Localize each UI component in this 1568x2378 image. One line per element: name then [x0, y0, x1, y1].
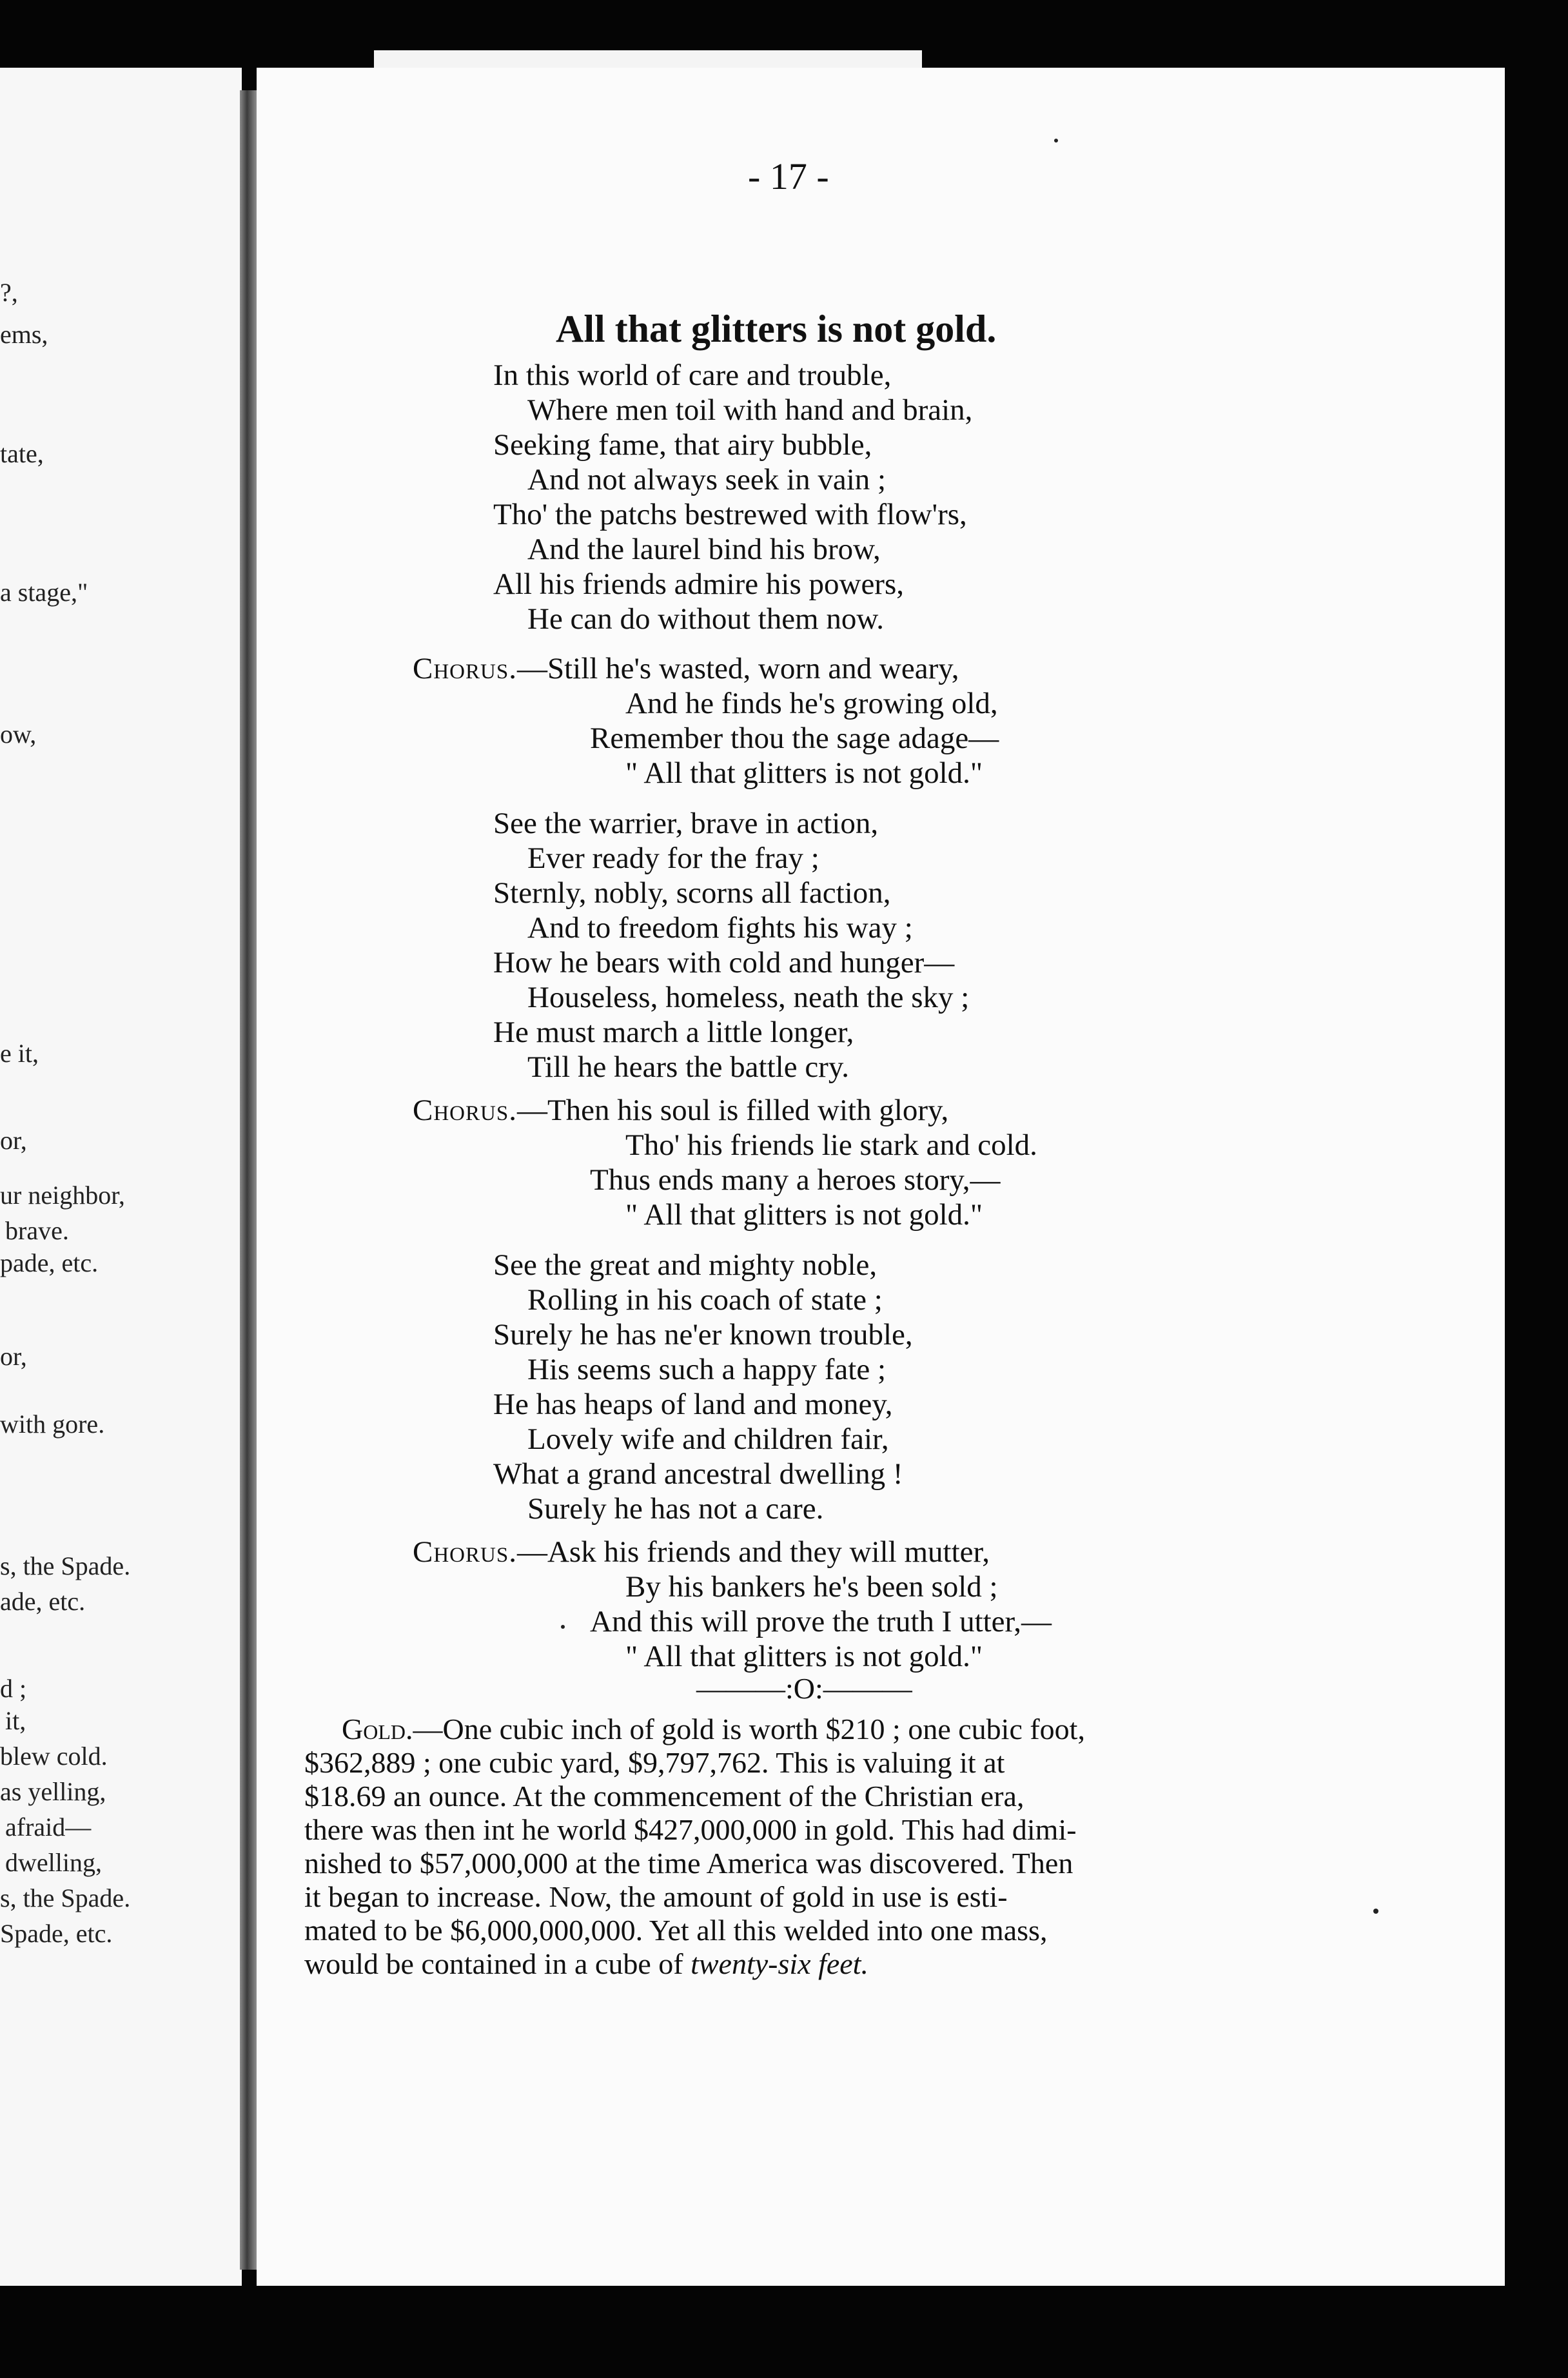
verse-line: See the great and mighty noble, [493, 1248, 877, 1282]
paper-speck [1054, 139, 1058, 142]
verse-line: He has heaps of land and money, [493, 1388, 893, 1421]
book-gutter [240, 90, 258, 2270]
chorus-line: Tho' his friends lie stark and cold. [625, 1128, 1037, 1162]
note-line: it began to increase. Now, the amount of gold in use is esti- [304, 1880, 1008, 1913]
verse-line: Surely he has ne'er known trouble, [493, 1318, 913, 1351]
chorus-line: And he finds he's growing old, [625, 687, 998, 720]
facing-page-text-fragment: ur neighbor, [0, 1181, 125, 1210]
chorus-line: Thus ends many a heroes story,— [590, 1163, 1001, 1197]
facing-page-text-fragment: s, the Spade. [0, 1551, 131, 1580]
verse-line: Surely he has not a care. [527, 1492, 824, 1526]
facing-page-text-fragment: ade, etc. [0, 1587, 86, 1616]
facing-page-text-fragment: pade, etc. [0, 1248, 99, 1277]
chorus-line [413, 1535, 990, 1569]
note-line [342, 1712, 1085, 1746]
verse-line: Sternly, nobly, scorns all faction, [493, 876, 891, 910]
verse-line: Tho' the patchs bestrewed with flow'rs, [493, 498, 967, 531]
note-line: there was then int he world $427,000,000 in gold. This had dimi- [304, 1813, 1077, 1846]
chorus-line [413, 1093, 948, 1128]
chorus-text: —Then his soul is filled with glory, [516, 1094, 949, 1127]
page-number: - 17 - [748, 155, 829, 197]
chorus-text: —Still he's wasted, worn and weary, [516, 652, 959, 685]
facing-page-text-fragment: ?, [0, 278, 18, 307]
note-text: would be contained in a cube of [304, 1947, 691, 1980]
chorus-line: Remember thou the sage adage— [590, 722, 999, 755]
verse-line: He can do without them now. [527, 602, 885, 636]
verse-line: Ever ready for the fray ; [527, 841, 819, 875]
chorus-line: By his bankers he's been sold ; [625, 1570, 998, 1604]
facing-page-text-fragment: or, [0, 1126, 27, 1155]
chorus-label: Chorus. [413, 1535, 517, 1569]
facing-page-text-fragment: s, the Spade. [0, 1883, 131, 1912]
note-line: $18.69 an ounce. At the commencement of the Christian era, [304, 1780, 1024, 1813]
note-line: $362,889 ; one cubic yard, $9,797,762. This is valuing it at [304, 1746, 1005, 1779]
verse-line: All his friends admire his powers, [493, 567, 905, 601]
chorus-label: Chorus. [413, 652, 517, 685]
verse-line: Where men toil with hand and brain, [527, 393, 973, 427]
facing-page-text-fragment: tate, [0, 439, 44, 468]
verse-line: And the laurel bind his brow, [527, 533, 881, 566]
facing-page-text-fragment: afraid— [5, 1813, 92, 1842]
facing-page-text-fragment: it, [5, 1706, 26, 1735]
verse-line: See the warrier, brave in action, [493, 807, 879, 840]
note-text: —One cubic inch of gold is worth $210 ; one cubic foot, [413, 1713, 1085, 1745]
verse-line: Houseless, homeless, neath the sky ; [527, 981, 970, 1014]
facing-page-text-fragment: ems, [0, 320, 48, 349]
facing-page-text-fragment: a stage," [0, 578, 88, 607]
facing-page-text-fragment: brave. [5, 1216, 69, 1245]
verse-line: Rolling in his coach of state ; [527, 1283, 883, 1317]
facing-page [0, 68, 242, 2286]
chorus-line [413, 651, 959, 686]
verse-line: What a grand ancestral dwelling ! [493, 1457, 903, 1491]
verse-line: Till he hears the battle cry. [527, 1050, 850, 1084]
verse-line: And not always seek in vain ; [527, 463, 887, 496]
note-line: mated to be $6,000,000,000. Yet all this welded into one mass, [304, 1914, 1048, 1947]
verse-line: His seems such a happy fate ; [527, 1353, 887, 1386]
verse-line: Seeking fame, that airy bubble, [493, 428, 872, 462]
verse-line: In this world of care and trouble, [493, 359, 892, 392]
chorus-line: " All that glitters is not gold." [625, 756, 983, 790]
verse-line: He must march a little longer, [493, 1016, 854, 1049]
chorus-text: —Ask his friends and they will mutter, [516, 1535, 990, 1569]
facing-page-text-fragment: dwelling, [5, 1848, 102, 1877]
chorus-line: And this will prove the truth I utter,— [590, 1605, 1052, 1638]
poem-title: All that glitters is not gold. [556, 308, 997, 350]
facing-page-text-fragment: as yelling, [0, 1777, 106, 1806]
chorus-line: " All that glitters is not gold." [625, 1640, 983, 1673]
note-line: nished to $57,000,000 at the time America was discovered. Then [304, 1847, 1073, 1880]
facing-page-text-fragment: with gore. [0, 1410, 105, 1439]
facing-page-text-fragment: or, [0, 1342, 27, 1371]
note-label: Gold. [342, 1713, 413, 1745]
facing-page-text-fragment: blew cold. [0, 1742, 108, 1771]
facing-page-text-fragment: e it, [0, 1039, 39, 1068]
chorus-label: Chorus. [413, 1094, 517, 1127]
note-italic-ending: twenty-six feet. [691, 1947, 868, 1980]
verse-line: And to freedom fights his way ; [527, 911, 913, 945]
paper-speck [1373, 1909, 1378, 1914]
paper-speck [561, 1625, 565, 1629]
facing-page-text-fragment: Spade, etc. [0, 1919, 113, 1948]
verse-line: Lovely wife and children fair, [527, 1422, 889, 1456]
section-divider: ———:O:——— [696, 1672, 912, 1705]
facing-page-text-fragment: d ; [0, 1674, 27, 1703]
verse-line: How he bears with cold and hunger— [493, 946, 955, 979]
chorus-line: " All that glitters is not gold." [625, 1198, 983, 1232]
note-line [304, 1947, 868, 1981]
facing-page-text-fragment: ow, [0, 720, 37, 749]
